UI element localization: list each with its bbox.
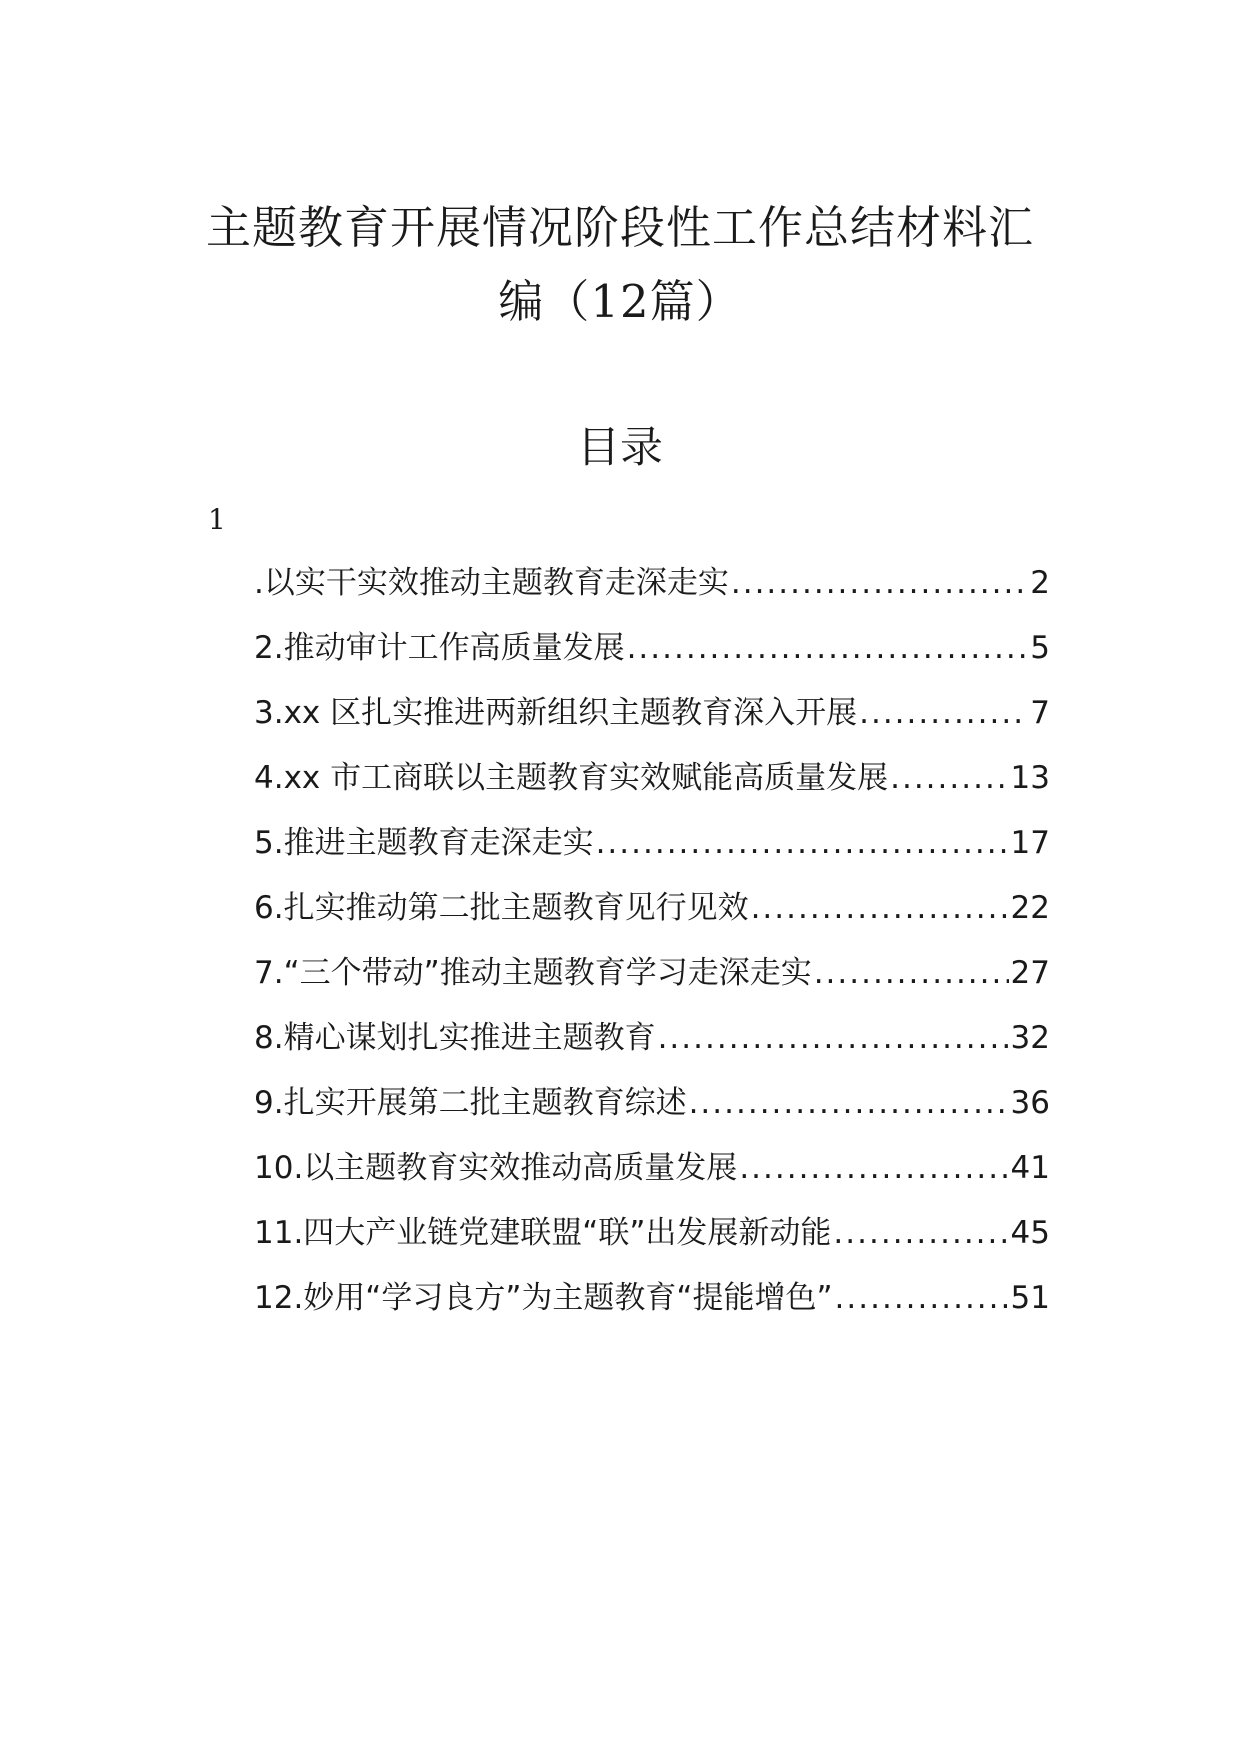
table-of-contents — [254, 562, 1050, 1342]
dot-leader — [739, 1147, 1008, 1189]
dot-leader — [835, 1277, 1009, 1319]
toc-page-number: 45 — [1010, 1215, 1050, 1251]
toc-entry-title: 7.“三个带动”推动主题教育学习走深走实 — [254, 955, 812, 991]
dot-leader — [890, 757, 1008, 799]
toc-page-number: 2 — [1030, 565, 1050, 601]
toc-page-number: 27 — [1010, 955, 1050, 991]
toc-entry[interactable] — [254, 627, 1050, 692]
toc-page-number: 36 — [1010, 1085, 1050, 1121]
toc-page-number: 51 — [1010, 1280, 1050, 1316]
toc-page-number: 22 — [1010, 890, 1050, 926]
title-suffix: 篇） — [649, 275, 742, 328]
toc-page-number: 13 — [1010, 760, 1050, 796]
toc-entry[interactable] — [254, 562, 1050, 627]
dot-leader — [751, 887, 1009, 929]
toc-entry[interactable] — [254, 887, 1050, 952]
toc-entry[interactable] — [254, 1212, 1050, 1277]
toc-entry-title: 9.扎实开展第二批主题教育综述 — [254, 1085, 687, 1121]
dot-leader — [731, 562, 1028, 604]
toc-entry-title: 3.xx 区扎实推进两新组织主题教育深入开展 — [254, 695, 858, 731]
document-title-line-2 — [170, 262, 1070, 342]
dot-leader — [658, 1017, 1009, 1059]
toc-entry[interactable] — [254, 757, 1050, 822]
toc-heading: 目录 — [577, 423, 663, 473]
dot-leader — [689, 1082, 1009, 1124]
toc-page-number: 17 — [1010, 825, 1050, 861]
title-count: 12 — [590, 275, 650, 328]
toc-entry[interactable] — [254, 1017, 1050, 1082]
stray-number: 1 — [208, 503, 226, 536]
toc-entry-title: 11.四大产业链党建联盟“联”出发展新动能 — [254, 1215, 832, 1251]
toc-entry-title: 6.扎实推动第二批主题教育见行见效 — [254, 890, 749, 926]
toc-entry[interactable] — [254, 822, 1050, 887]
toc-entry-title: 4.xx 市工商联以主题教育实效赋能高质量发展 — [254, 760, 889, 796]
toc-entry[interactable] — [254, 1147, 1050, 1212]
toc-entry-title: 10.以主题教育实效推动高质量发展 — [254, 1150, 738, 1186]
dot-leader — [596, 822, 1009, 864]
toc-entry[interactable] — [254, 1277, 1050, 1342]
dot-leader — [814, 952, 1009, 994]
toc-entry-title: .以实干实效推动主题教育走深走实 — [254, 565, 729, 601]
toc-page-number: 32 — [1010, 1020, 1050, 1056]
toc-entry[interactable] — [254, 1082, 1050, 1147]
toc-entry-title: 12.妙用“学习良方”为主题教育“提能增色” — [254, 1280, 833, 1316]
toc-page-number: 7 — [1030, 695, 1050, 731]
toc-entry[interactable] — [254, 692, 1050, 757]
dot-leader — [627, 627, 1029, 669]
toc-entry-title: 2.推动审计工作高质量发展 — [254, 630, 625, 666]
title-prefix: 编（ — [498, 275, 591, 328]
document-title-line-1: 主题教育开展情况阶段性工作总结材料汇 — [205, 201, 1034, 254]
toc-page-number: 5 — [1030, 630, 1050, 666]
toc-entry-title: 8.精心谋划扎实推进主题教育 — [254, 1020, 656, 1056]
dot-leader — [833, 1212, 1008, 1254]
toc-entry-title: 5.推进主题教育走深走实 — [254, 825, 594, 861]
dot-leader — [859, 692, 1028, 734]
toc-entry[interactable] — [254, 952, 1050, 1017]
toc-page-number: 41 — [1010, 1150, 1050, 1186]
